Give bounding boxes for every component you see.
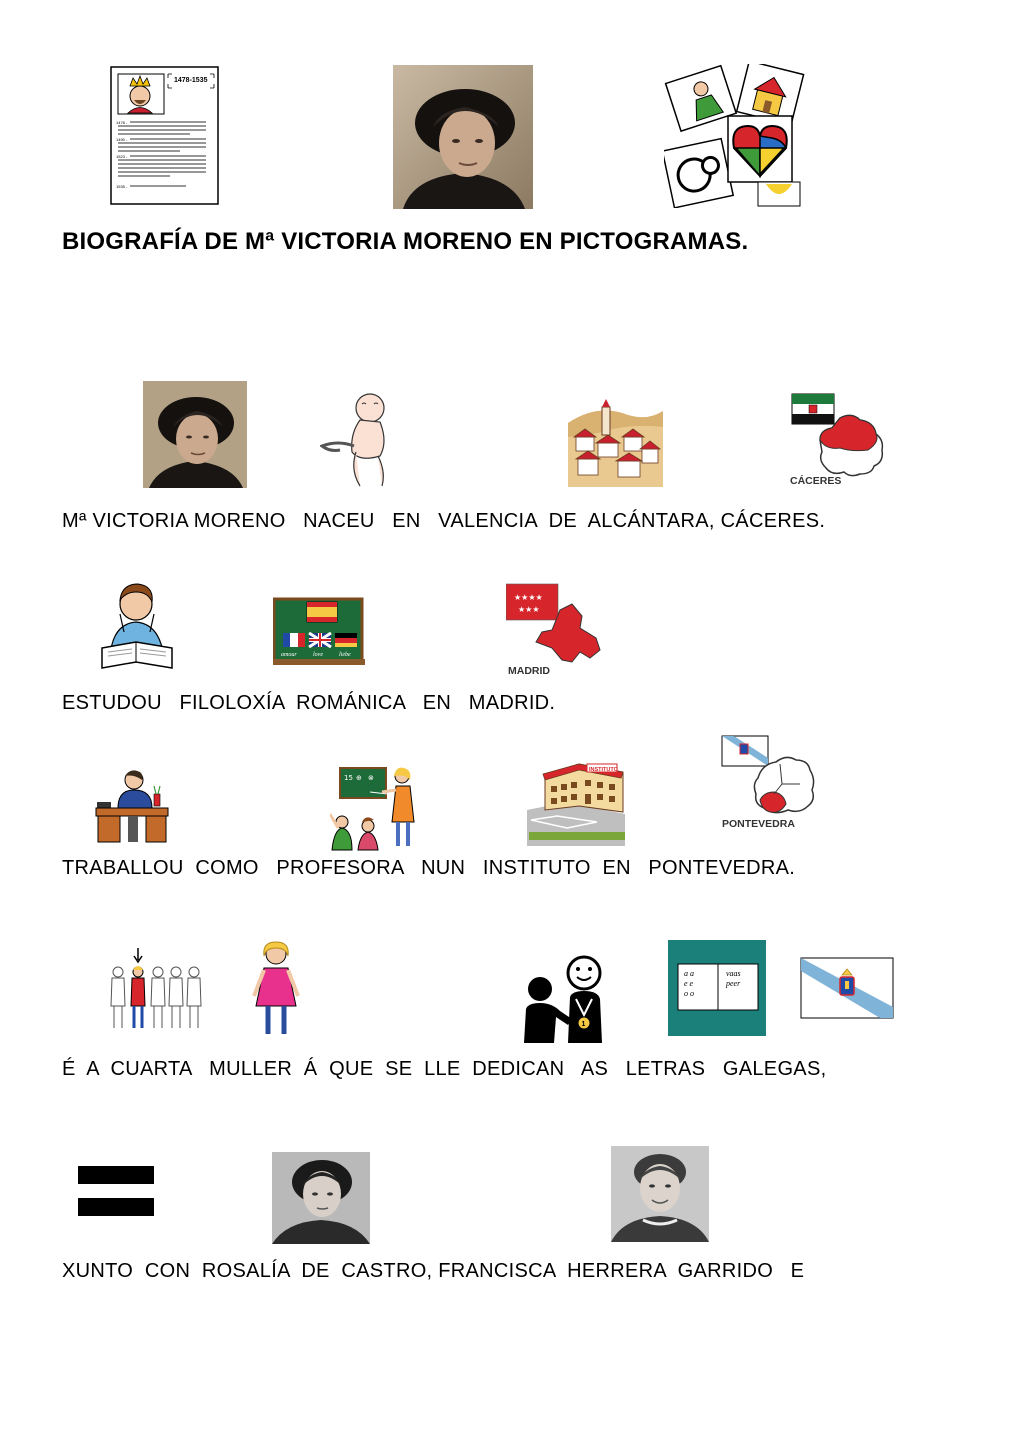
sentence-2: ESTUDOU FILOLOXÍA ROMÁNICA EN MADRID. [62, 692, 556, 714]
photo-victoria-moreno-large [393, 65, 533, 209]
svg-text:⊕: ⊕ [356, 774, 362, 782]
woman-pictogram [250, 940, 302, 1038]
madrid-map-label: MADRID [508, 665, 550, 677]
svg-text:⊗: ⊗ [368, 774, 374, 782]
sentence-5: XUNTO CON ROSALÍA DE CASTRO, FRANCISCA HERRERA GARRIDO E [62, 1260, 805, 1282]
svg-text:15: 15 [344, 774, 353, 782]
galician-flag-pictogram [800, 957, 894, 1019]
blackboard-word-amour: amour [281, 652, 297, 658]
book-letters-aa: a a [684, 969, 694, 978]
blackboard-word-love: love [313, 652, 323, 658]
teacher-pictogram [330, 766, 418, 852]
student-reading-pictogram [98, 578, 176, 670]
sentence-3: TRABALLOU COMO PROFESORA NUN INSTITUTO EN PONTEVEDRA. [62, 857, 796, 879]
galicia-map-pictogram [720, 734, 820, 832]
baby-pictogram [320, 390, 400, 490]
sentence-4: É A CUARTA MULLER Á QUE SE LLE DEDICAN AS LETRAS GALEGAS, [62, 1058, 827, 1080]
madrid-map-pictogram [506, 582, 604, 678]
languages-blackboard-pictogram [273, 597, 366, 667]
school-sign: INSTITUTO [589, 767, 618, 773]
school-building-pictogram [527, 760, 625, 846]
desk-worker-pictogram [94, 768, 170, 844]
doc-row-4: 1535 - [116, 184, 128, 189]
biography-doc-years: 1478-1535 [174, 77, 208, 84]
doc-row-1: 1478 - [116, 120, 128, 125]
photo-rosalia-de-castro [272, 1152, 370, 1244]
svg-text:1: 1 [581, 1021, 586, 1028]
town-pictogram [568, 393, 663, 487]
biography-document-icon [110, 66, 220, 206]
sentence-1: Mª VICTORIA MORENO NACEU EN VALENCIA DE ALCÁNTARA, CÁCERES. [62, 510, 826, 532]
caceres-map-label: CÁCERES [790, 475, 842, 487]
photo-victoria-moreno [143, 381, 247, 488]
extremadura-map-pictogram [790, 390, 888, 490]
page-title: BIOGRAFÍA DE Mª VICTORIA MORENO EN PICTOGRAMAS. [62, 228, 749, 255]
letters-book-pictogram [668, 940, 766, 1036]
fourth-in-line-pictogram [106, 948, 204, 1032]
photo-francisca-herrera [611, 1146, 709, 1242]
pictogram-collage-icon [664, 64, 806, 208]
book-letters-ee: e e [684, 979, 694, 988]
book-word-vaas: vaas [726, 969, 741, 978]
svg-text:★★★★: ★★★★ [514, 593, 543, 602]
equals-sign-pictogram [78, 1164, 154, 1220]
doc-row-3: 1523 - [116, 154, 128, 159]
doc-row-2: 1490 - [116, 137, 128, 142]
blackboard-word-liebe: liebe [339, 652, 351, 658]
pontevedra-map-label: PONTEVEDRA [722, 818, 795, 830]
book-word-peer: peer [726, 979, 741, 988]
book-letters-oo: o o [684, 989, 694, 998]
svg-text:★★★: ★★★ [518, 605, 540, 614]
dedicate-pictogram [520, 955, 608, 1045]
